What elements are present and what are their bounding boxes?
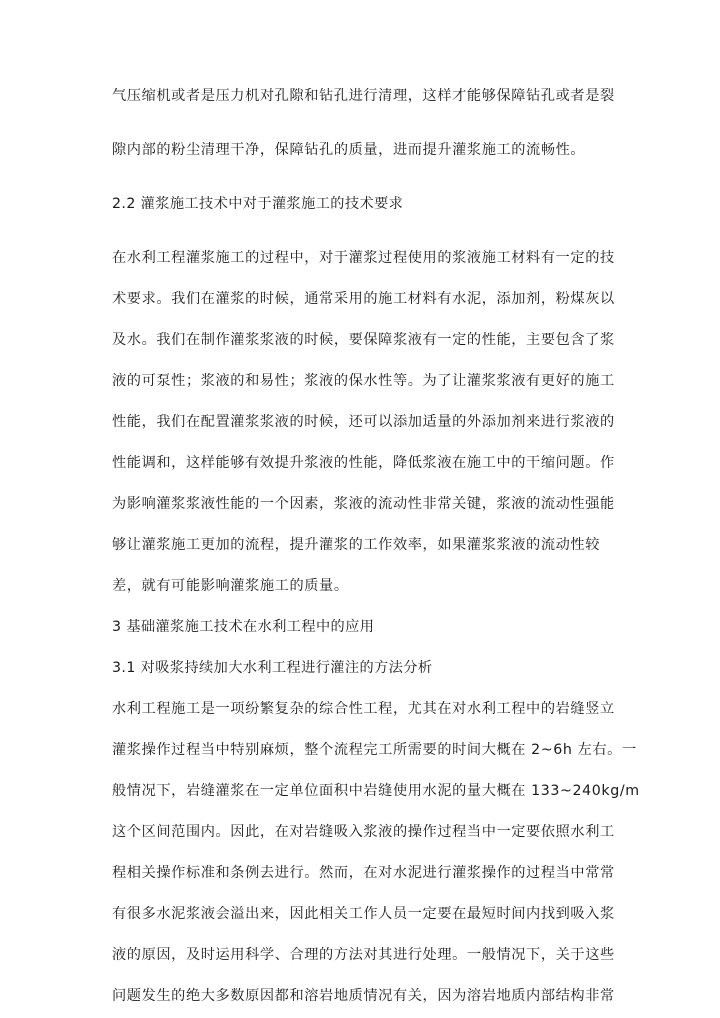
document-body [112, 86, 640, 1006]
text-line: 般情况下，岩缝灌浆在一定单位面积中岩缝使用水泥的量大概在 133~240kg/m [112, 783, 640, 799]
section-heading-3-1: 3.1 对吸浆持续加大水利工程进行灌注的方法分析 [112, 660, 433, 676]
paragraph-3 [112, 699, 640, 1006]
section-heading-3: 3 基础灌浆施工技术在水利工程中的应用 [112, 619, 375, 635]
text-line: 灌浆操作过程当中特别麻烦，整个流程完工所需要的时间大概在 2~6h 左右。一 [112, 742, 637, 758]
text-line: 这个区间范围内。因此，在对岩缝吸入浆液的操作过程当中一定要依照水利工 [112, 824, 615, 840]
paragraph-1 [112, 86, 615, 160]
text-line: 术要求。我们在灌浆的时候，通常采用的施工材料有水泥，添加剂，粉煤灰以 [112, 291, 615, 307]
text-line: 性能，我们在配置灌浆浆液的时候，还可以添加适量的外添加剂来进行浆液的 [112, 414, 615, 430]
text-line: 够让灌浆施工更加的流程，提升灌浆的工作效率，如果灌浆浆液的流动性较 [112, 537, 600, 553]
text-line: 程相关操作标准和条例去进行。然而，在对水泥进行灌浆操作的过程当中常常 [112, 865, 615, 881]
text-line: 水利工程施工是一项纷繁复杂的综合性工程，尤其在对水利工程中的岩缝竖立 [112, 701, 615, 717]
text-line: 差，就有可能影响灌浆施工的质量。 [112, 578, 349, 594]
paragraph-2 [112, 248, 615, 596]
text-line: 液的可泵性；浆液的和易性；浆液的保水性等。为了让灌浆浆液有更好的施工 [112, 373, 615, 389]
text-line: 在水利工程灌浆施工的过程中，对于灌浆过程使用的浆液施工材料有一定的技 [112, 250, 615, 266]
text-line: 液的原因，及时运用科学、合理的方法对其进行处理。一般情况下，关于这些 [112, 947, 615, 963]
text-line: 隙内部的粉尘清理干净，保障钻孔的质量，进而提升灌浆施工的流畅性。 [112, 142, 586, 158]
text-line: 及水。我们在制作灌浆浆液的时候，要保障浆液有一定的性能，主要包含了浆 [112, 332, 615, 348]
text-line: 有很多水泥浆液会溢出来，因此相关工作人员一定要在最短时间内找到吸入浆 [112, 906, 615, 922]
section-heading-2-2: 2.2 灌浆施工技术中对于灌浆施工的技术要求 [112, 196, 404, 212]
text-line: 性能调和，这样能够有效提升浆液的性能，降低浆液在施工中的干缩问题。作 [112, 455, 615, 471]
text-line: 气压缩机或者是压力机对孔隙和钻孔进行清理，这样才能够保障钻孔或者是裂 [112, 88, 615, 104]
text-line: 为影响灌浆浆液性能的一个因素，浆液的流动性非常关键，浆液的流动性强能 [112, 496, 615, 512]
text-line: 问题发生的绝大多数原因都和溶岩地质情况有关，因为溶岩地质内部结构非常 [112, 988, 615, 1004]
